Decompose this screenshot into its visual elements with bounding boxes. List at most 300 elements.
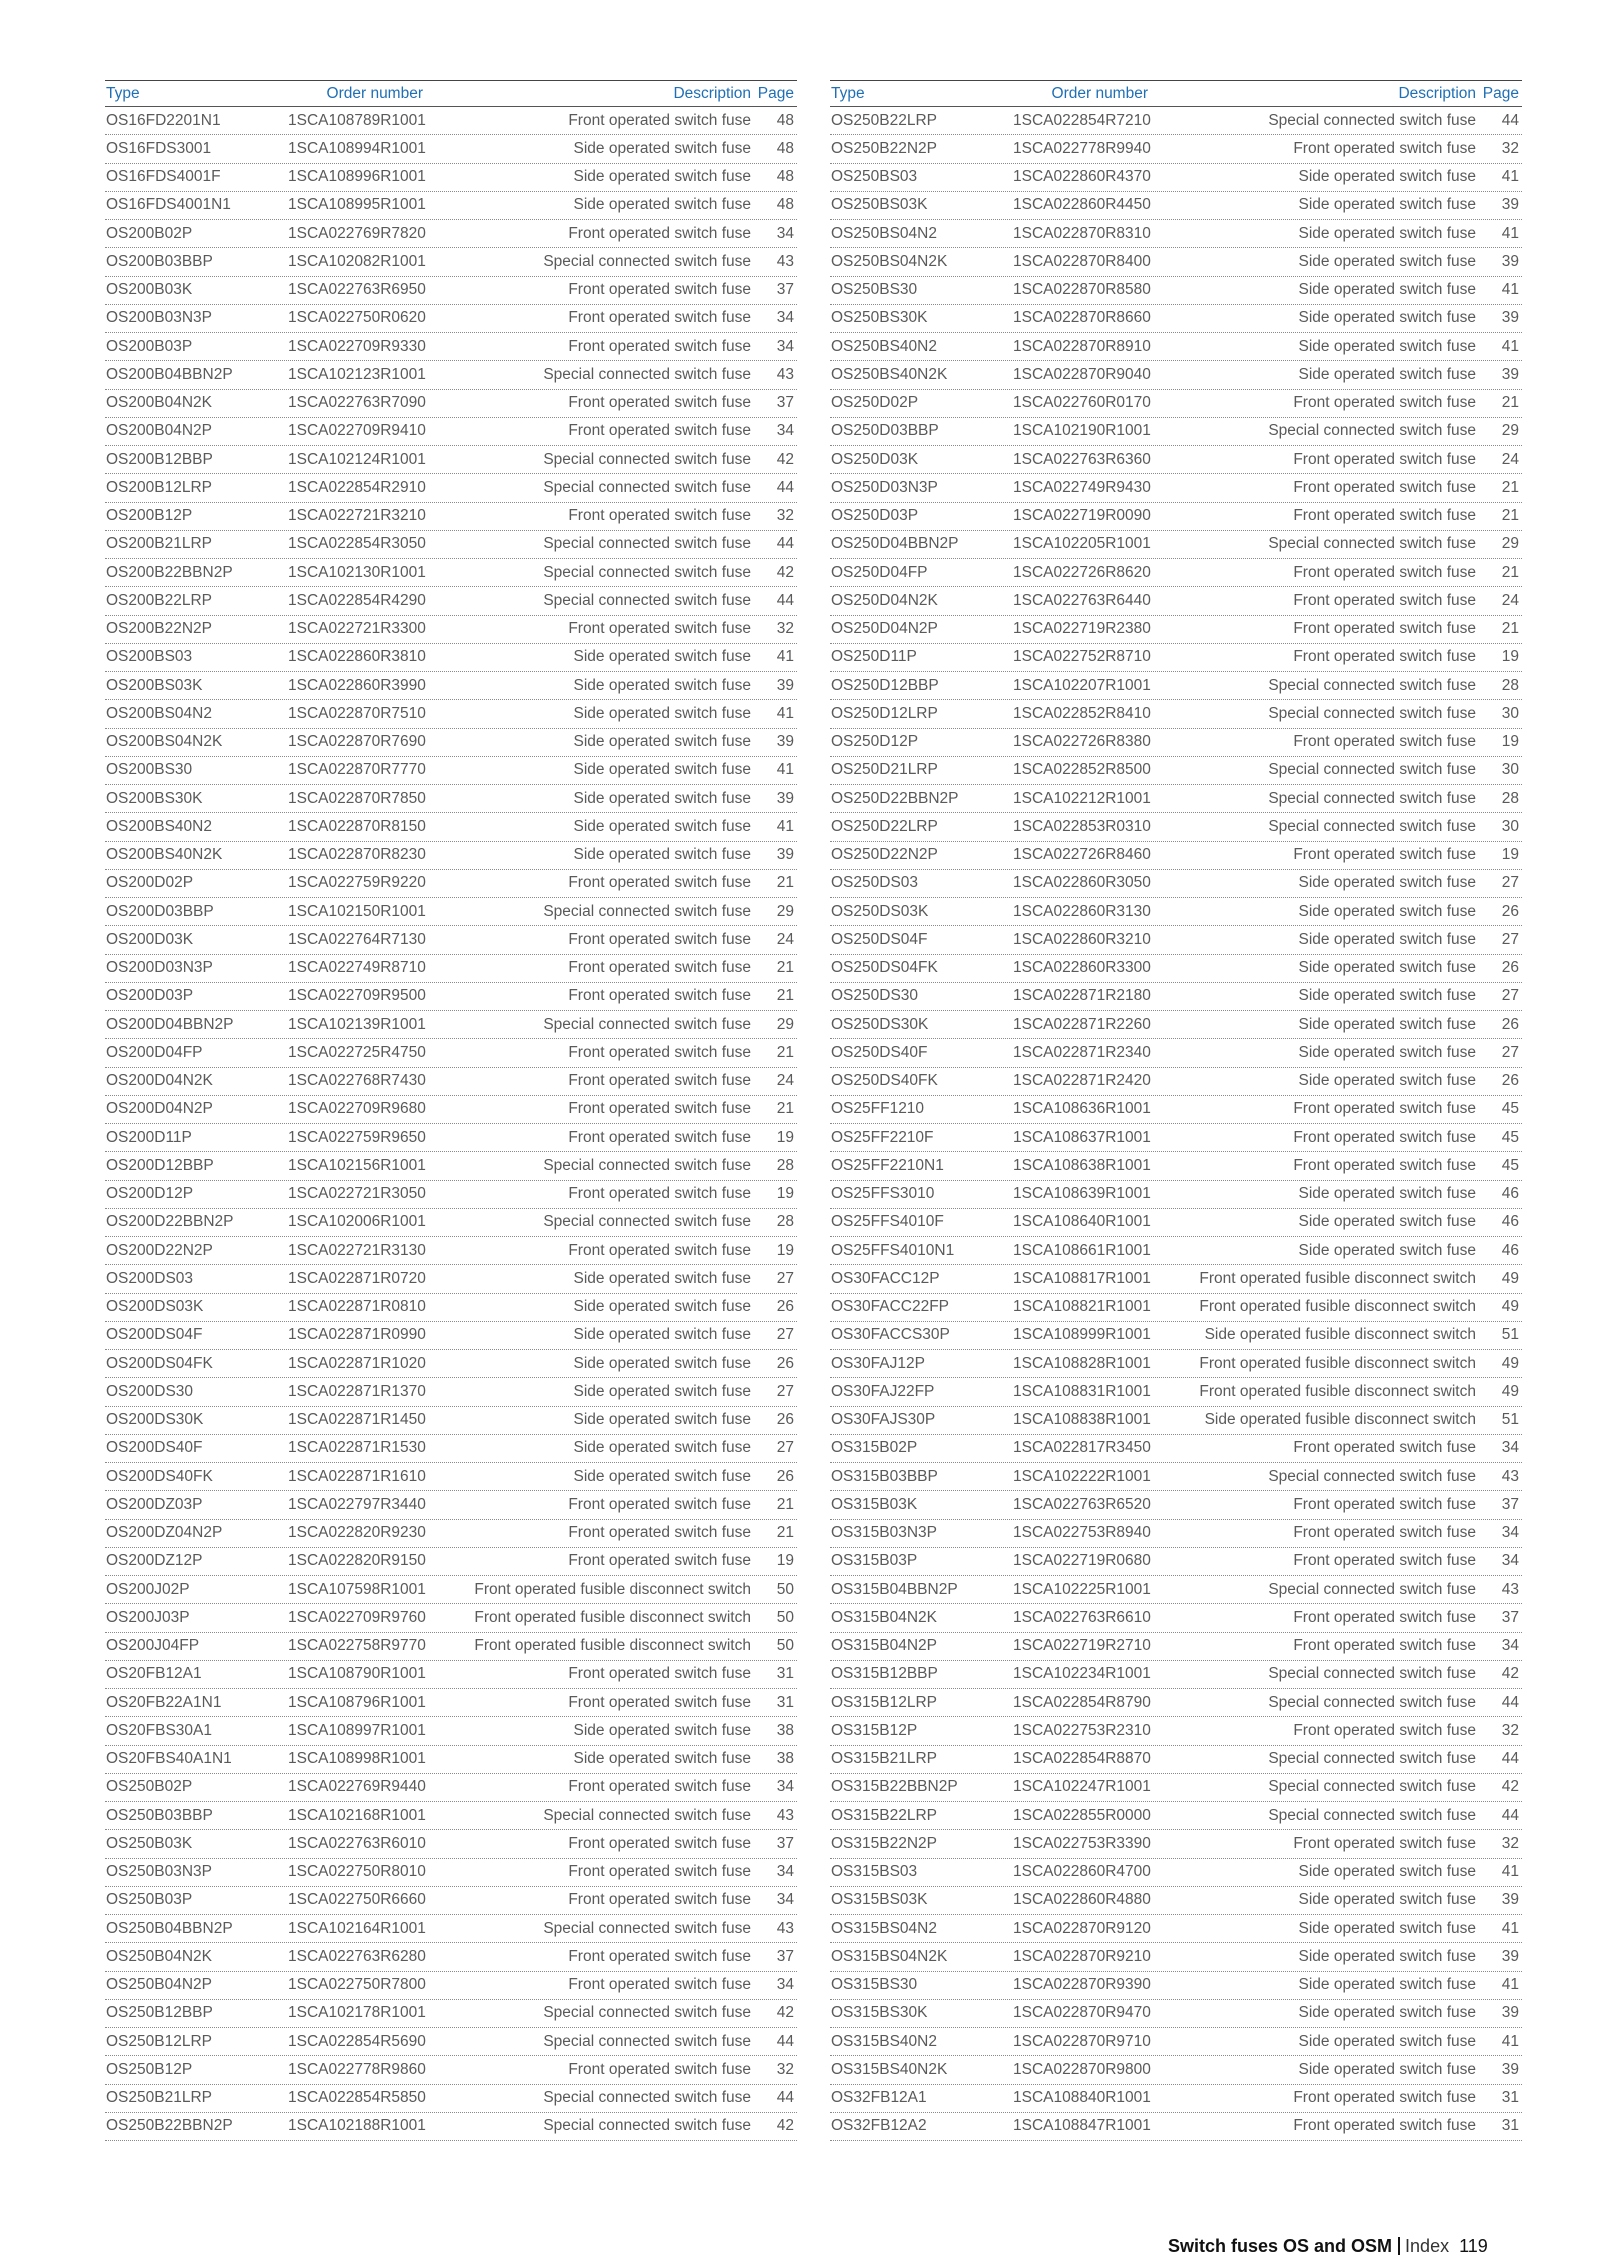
page-cell: 46: [1501, 1241, 1519, 1259]
order-number-cell: 1SCA102190R1001: [1013, 422, 1151, 440]
description-cell: Side operated switch fuse: [1298, 902, 1476, 920]
type-cell: OS250B12BBP: [106, 2004, 213, 2022]
order-number-cell: 1SCA108996R1001: [288, 168, 426, 186]
order-number-cell: 1SCA022817R3450: [1013, 1439, 1151, 1457]
type-cell: OS200D04FP: [106, 1043, 203, 1061]
table-row: [830, 672, 1522, 700]
page-cell: 24: [776, 930, 794, 948]
page-cell: 39: [1501, 309, 1519, 327]
type-cell: OS250DS03: [831, 874, 919, 892]
table-row: [105, 1237, 797, 1265]
order-number-cell: 1SCA022854R5850: [288, 2089, 426, 2107]
page-cell: 41: [776, 761, 794, 779]
type-cell: OS200B12BBP: [106, 450, 213, 468]
table-row: [830, 2085, 1522, 2113]
order-number-cell: 1SCA022759R9220: [288, 874, 426, 892]
page-cell: 34: [776, 224, 794, 242]
order-number-cell: 1SCA022725R4750: [288, 1043, 426, 1061]
type-cell: OS200B02P: [106, 224, 193, 242]
page-cell: 26: [1501, 902, 1519, 920]
table-row: [830, 1972, 1522, 2000]
table-row: [105, 1435, 797, 1463]
header-page: Page: [1482, 84, 1519, 102]
description-cell: Front operated switch fuse: [568, 1552, 751, 1570]
footer-title: Switch fuses OS and OSM: [1168, 2236, 1393, 2256]
description-cell: Side operated switch fuse: [573, 817, 751, 835]
order-number-cell: 1SCA022854R7210: [1013, 111, 1151, 129]
type-cell: OS315B02P: [831, 1439, 918, 1457]
type-cell: OS200B03P: [106, 337, 193, 355]
order-number-cell: 1SCA022763R6610: [1013, 1608, 1151, 1626]
type-cell: OS200J03P: [106, 1608, 190, 1626]
table-row: [830, 1520, 1522, 1548]
type-cell: OS250B03BBP: [106, 1806, 213, 1824]
description-cell: Special connected switch fuse: [543, 902, 751, 920]
page-cell: 37: [776, 281, 794, 299]
description-cell: Front operated switch fuse: [1293, 733, 1476, 751]
type-cell: OS250D04N2P: [831, 620, 938, 638]
order-number-cell: 1SCA022870R8150: [288, 817, 426, 835]
page-cell: 43: [776, 365, 794, 383]
order-number-cell: 1SCA108997R1001: [288, 1721, 426, 1739]
page-cell: 32: [1501, 1834, 1519, 1852]
type-cell: OS200D04BBN2P: [106, 1015, 234, 1033]
order-number-cell: 1SCA022763R6010: [288, 1834, 426, 1852]
order-number-cell: 1SCA022871R1020: [288, 1354, 426, 1372]
type-cell: OS250DS30: [831, 987, 919, 1005]
type-cell: OS250B12LRP: [106, 2032, 212, 2050]
order-number-cell: 1SCA022753R2310: [1013, 1721, 1151, 1739]
page-cell: 51: [1501, 1411, 1519, 1429]
type-cell: OS30FACCS30P: [831, 1326, 950, 1344]
type-cell: OS200D12P: [106, 1185, 194, 1203]
order-number-cell: 1SCA022749R8710: [288, 959, 426, 977]
order-number-cell: 1SCA022719R2380: [1013, 620, 1151, 638]
type-cell: OS250DS30K: [831, 1015, 929, 1033]
order-number-cell: 1SCA022750R8010: [288, 1863, 426, 1881]
order-number-cell: 1SCA022763R6360: [1013, 450, 1151, 468]
description-cell: Front operated switch fuse: [1293, 507, 1476, 525]
table-row: [105, 729, 797, 757]
type-cell: OS250BS03: [831, 168, 918, 186]
table-row: [830, 474, 1522, 502]
table-row: [105, 361, 797, 389]
order-number-cell: 1SCA022759R9650: [288, 1128, 426, 1146]
table-row: [105, 1124, 797, 1152]
order-number-cell: 1SCA108847R1001: [1013, 2117, 1151, 2135]
order-number-cell: 1SCA022870R9210: [1013, 1947, 1151, 1965]
type-cell: OS250D03BBP: [831, 422, 939, 440]
description-cell: Side operated switch fuse: [573, 676, 751, 694]
table-row: [830, 305, 1522, 333]
table-row: [105, 785, 797, 813]
page-cell: 21: [1501, 620, 1519, 638]
type-cell: OS200DZ03P: [106, 1495, 203, 1513]
type-cell: OS200D03K: [106, 930, 194, 948]
description-cell: Front operated switch fuse: [568, 111, 751, 129]
description-cell: Front operated switch fuse: [1293, 563, 1476, 581]
order-number-cell: 1SCA108998R1001: [288, 1750, 426, 1768]
order-number-cell: 1SCA108638R1001: [1013, 1156, 1151, 1174]
type-cell: OS200BS03: [106, 648, 193, 666]
type-cell: OS200B22N2P: [106, 620, 212, 638]
table-row: [105, 1943, 797, 1971]
description-cell: Side operated switch fuse: [1298, 365, 1476, 383]
table-row: [105, 390, 797, 418]
type-cell: OS16FDS3001: [106, 139, 212, 157]
description-cell: Front operated switch fuse: [1293, 591, 1476, 609]
type-cell: OS250BS30K: [831, 309, 928, 327]
page-cell: 27: [776, 1439, 794, 1457]
description-cell: Side operated switch fuse: [1298, 2060, 1476, 2078]
table-row: [830, 192, 1522, 220]
table-row: [830, 1463, 1522, 1491]
type-cell: OS250DS40FK: [831, 1072, 938, 1090]
table-row: [830, 503, 1522, 531]
page-cell: 50: [776, 1580, 794, 1598]
page-cell: 32: [776, 507, 794, 525]
order-number-cell: 1SCA022760R0170: [1013, 394, 1151, 412]
table-row: [105, 2028, 797, 2056]
type-cell: OS250D21LRP: [831, 761, 938, 779]
page-cell: 27: [1501, 930, 1519, 948]
order-number-cell: 1SCA022854R8870: [1013, 1750, 1151, 1768]
description-cell: Side operated switch fuse: [573, 1354, 751, 1372]
page-cell: 51: [1501, 1326, 1519, 1344]
description-cell: Front operated switch fuse: [568, 1524, 751, 1542]
page-cell: 41: [1501, 224, 1519, 242]
description-cell: Special connected switch fuse: [543, 2032, 751, 2050]
table-row: [105, 1859, 797, 1887]
description-cell: Special connected switch fuse: [543, 1213, 751, 1231]
description-cell: Front operated fusible disconnect switch: [1199, 1298, 1476, 1316]
description-cell: Front operated switch fuse: [568, 1241, 751, 1259]
page-cell: 27: [776, 1382, 794, 1400]
page-cell: 27: [1501, 987, 1519, 1005]
order-number-cell: 1SCA022854R2910: [288, 478, 426, 496]
table-row: [105, 644, 797, 672]
table-row: [830, 1435, 1522, 1463]
type-cell: OS250D22BBN2P: [831, 789, 959, 807]
table-row: [105, 1407, 797, 1435]
page-cell: 27: [776, 1269, 794, 1287]
description-cell: Front operated switch fuse: [568, 1834, 751, 1852]
type-cell: OS200DZ04N2P: [106, 1524, 223, 1542]
description-cell: Special connected switch fuse: [1268, 704, 1476, 722]
table-row: [105, 1520, 797, 1548]
page-cell: 34: [776, 309, 794, 327]
order-number-cell: 1SCA022871R2420: [1013, 1072, 1151, 1090]
description-cell: Side operated switch fuse: [1298, 196, 1476, 214]
table-row: [105, 1830, 797, 1858]
type-cell: OS200BS03K: [106, 676, 203, 694]
page-cell: 31: [1501, 2089, 1519, 2107]
description-cell: Front operated switch fuse: [568, 620, 751, 638]
table-row: [105, 983, 797, 1011]
order-number-cell: 1SCA022763R6280: [288, 1947, 426, 1965]
order-number-cell: 1SCA102207R1001: [1013, 676, 1151, 694]
order-number-cell: 1SCA022719R2710: [1013, 1637, 1151, 1655]
page-cell: 34: [776, 1778, 794, 1796]
description-cell: Side operated switch fuse: [1298, 252, 1476, 270]
type-cell: OS32FB12A1: [831, 2089, 927, 2107]
table-row: [830, 616, 1522, 644]
description-cell: Front operated switch fuse: [1293, 1439, 1476, 1457]
description-cell: Special connected switch fuse: [1268, 422, 1476, 440]
description-cell: Side operated switch fuse: [1298, 874, 1476, 892]
order-number-cell: 1SCA022709R9760: [288, 1608, 426, 1626]
description-cell: Side operated switch fuse: [1298, 224, 1476, 242]
table-row: [105, 1802, 797, 1830]
description-cell: Side operated switch fuse: [1298, 1072, 1476, 1090]
page-cell: 30: [1501, 761, 1519, 779]
index-table-right: [830, 80, 1522, 2141]
description-cell: Front operated switch fuse: [568, 987, 751, 1005]
type-cell: OS250B03P: [106, 1891, 193, 1909]
table-row: [105, 192, 797, 220]
order-number-cell: 1SCA107598R1001: [288, 1580, 426, 1598]
page-cell: 41: [1501, 1919, 1519, 1937]
table-row: [105, 813, 797, 841]
order-number-cell: 1SCA102150R1001: [288, 902, 426, 920]
page-cell: 43: [776, 252, 794, 270]
order-number-cell: 1SCA022721R3130: [288, 1241, 426, 1259]
page-cell: 19: [776, 1241, 794, 1259]
order-number-cell: 1SCA102124R1001: [288, 450, 426, 468]
order-number-cell: 1SCA108828R1001: [1013, 1354, 1151, 1372]
type-cell: OS250D04FP: [831, 563, 928, 581]
type-cell: OS200B12LRP: [106, 478, 212, 496]
type-cell: OS200BS04N2K: [106, 733, 223, 751]
type-cell: OS315B03P: [831, 1552, 918, 1570]
page-cell: 37: [776, 394, 794, 412]
order-number-cell: 1SCA022769R9440: [288, 1778, 426, 1796]
description-cell: Side operated switch fuse: [1298, 1213, 1476, 1231]
order-number-cell: 1SCA022769R7820: [288, 224, 426, 242]
order-number-cell: 1SCA022860R4700: [1013, 1863, 1151, 1881]
type-cell: OS32FB12A2: [831, 2117, 927, 2135]
type-cell: OS200DS04FK: [106, 1354, 213, 1372]
page-cell: 45: [1501, 1156, 1519, 1174]
page-cell: 39: [1501, 365, 1519, 383]
page-cell: 21: [776, 987, 794, 1005]
table-row: [830, 785, 1522, 813]
type-cell: OS200BS40N2: [106, 817, 212, 835]
description-cell: Front operated switch fuse: [1293, 1524, 1476, 1542]
table-row: [105, 220, 797, 248]
order-number-cell: 1SCA022721R3300: [288, 620, 426, 638]
page-cell: 19: [776, 1185, 794, 1203]
order-number-cell: 1SCA102188R1001: [288, 2117, 426, 2135]
page-cell: 19: [776, 1552, 794, 1570]
order-number-cell: 1SCA022870R7690: [288, 733, 426, 751]
description-cell: Side operated fusible disconnect switch: [1204, 1411, 1476, 1429]
order-number-cell: 1SCA102222R1001: [1013, 1467, 1151, 1485]
table-row: [105, 1152, 797, 1180]
footer-separator: [1398, 2237, 1400, 2255]
description-cell: Side operated switch fuse: [573, 648, 751, 666]
table-row: [105, 1689, 797, 1717]
description-cell: Special connected switch fuse: [543, 1919, 751, 1937]
footer-section: Index: [1405, 2236, 1450, 2256]
header-page: Page: [757, 84, 794, 102]
description-cell: Side operated switch fuse: [1298, 959, 1476, 977]
table-row: [105, 1576, 797, 1604]
order-number-cell: 1SCA022860R3990: [288, 676, 426, 694]
description-cell: Side operated switch fuse: [1298, 337, 1476, 355]
order-number-cell: 1SCA022750R6660: [288, 1891, 426, 1909]
page-cell: 39: [776, 676, 794, 694]
page-cell: 44: [776, 591, 794, 609]
order-number-cell: 1SCA022870R8660: [1013, 309, 1151, 327]
description-cell: Front operated switch fuse: [568, 1185, 751, 1203]
page-cell: 26: [1501, 1072, 1519, 1090]
type-cell: OS315B22LRP: [831, 1806, 937, 1824]
type-cell: OS315B22N2P: [831, 1834, 937, 1852]
type-cell: OS250B21LRP: [106, 2089, 212, 2107]
order-number-cell: 1SCA108790R1001: [288, 1665, 426, 1683]
table-row: [830, 1774, 1522, 1802]
page-cell: 27: [1501, 1043, 1519, 1061]
page-cell: 44: [776, 2032, 794, 2050]
order-number-cell: 1SCA022709R9410: [288, 422, 426, 440]
table-row: [830, 1887, 1522, 1915]
order-number-cell: 1SCA022871R1370: [288, 1382, 426, 1400]
page-cell: 29: [1501, 422, 1519, 440]
description-cell: Side operated switch fuse: [573, 704, 751, 722]
page-cell: 48: [776, 111, 794, 129]
page-cell: 21: [1501, 563, 1519, 581]
page-cell: 31: [1501, 2117, 1519, 2135]
table-row: [830, 1717, 1522, 1745]
table-body: [105, 107, 797, 2141]
table-row: [105, 1068, 797, 1096]
description-cell: Front operated switch fuse: [568, 874, 751, 892]
type-cell: OS250B22N2P: [831, 139, 937, 157]
type-cell: OS200D12BBP: [106, 1156, 214, 1174]
table-row: [830, 700, 1522, 728]
table-row: [830, 1294, 1522, 1322]
description-cell: Front operated switch fuse: [568, 2060, 751, 2078]
description-cell: Front operated switch fuse: [568, 1778, 751, 1796]
type-cell: OS200D11P: [106, 1128, 192, 1146]
page-cell: 50: [776, 1637, 794, 1655]
table-row: [830, 813, 1522, 841]
table-row: [830, 1039, 1522, 1067]
table-row: [830, 107, 1522, 135]
type-cell: OS200BS30: [106, 761, 193, 779]
description-cell: Special connected switch fuse: [543, 478, 751, 496]
type-cell: OS20FBS40A1N1: [106, 1750, 232, 1768]
table-row: [105, 842, 797, 870]
order-number-cell: 1SCA108831R1001: [1013, 1382, 1151, 1400]
table-row: [830, 333, 1522, 361]
description-cell: Front operated fusible disconnect switch: [474, 1580, 751, 1598]
page-cell: 48: [776, 139, 794, 157]
order-number-cell: 1SCA022860R4450: [1013, 196, 1151, 214]
description-cell: Side operated switch fuse: [1298, 1043, 1476, 1061]
order-number-cell: 1SCA022750R7800: [288, 1976, 426, 1994]
description-cell: Side operated switch fuse: [1298, 1185, 1476, 1203]
page-cell: 41: [776, 817, 794, 835]
type-cell: OS16FD2201N1: [106, 111, 221, 129]
description-cell: Front operated switch fuse: [1293, 846, 1476, 864]
table-row: [830, 1633, 1522, 1661]
order-number-cell: 1SCA102082R1001: [288, 252, 426, 270]
page-cell: 42: [776, 563, 794, 581]
order-number-cell: 1SCA022870R9710: [1013, 2032, 1151, 2050]
table-header: [830, 81, 1522, 107]
description-cell: Special connected switch fuse: [543, 563, 751, 581]
description-cell: Side operated switch fuse: [573, 846, 751, 864]
page-cell: 39: [776, 733, 794, 751]
table-row: [830, 531, 1522, 559]
order-number-cell: 1SCA022871R1450: [288, 1411, 426, 1429]
type-cell: OS250D04N2K: [831, 591, 938, 609]
page-cell: 44: [776, 535, 794, 553]
type-cell: OS250BS40N2K: [831, 365, 948, 383]
order-number-cell: 1SCA102139R1001: [288, 1015, 426, 1033]
type-cell: OS30FACC12P: [831, 1269, 940, 1287]
page-cell: 29: [776, 902, 794, 920]
type-cell: OS200D03N3P: [106, 959, 213, 977]
table-row: [105, 757, 797, 785]
type-cell: OS25FF1210: [831, 1100, 925, 1118]
order-number-cell: 1SCA022860R4880: [1013, 1891, 1151, 1909]
table-row: [105, 2085, 797, 2113]
order-number-cell: 1SCA022820R9230: [288, 1524, 426, 1542]
type-cell: OS250DS03K: [831, 902, 929, 920]
description-cell: Front operated switch fuse: [568, 1863, 751, 1881]
table-row: [830, 277, 1522, 305]
order-number-cell: 1SCA022763R6950: [288, 281, 426, 299]
table-row: [105, 1746, 797, 1774]
description-cell: Side operated switch fuse: [1298, 1241, 1476, 1259]
order-number-cell: 1SCA022870R7510: [288, 704, 426, 722]
type-cell: OS200BS30K: [106, 789, 203, 807]
table-row: [105, 1209, 797, 1237]
page-cell: 29: [1501, 535, 1519, 553]
order-number-cell: 1SCA022763R6520: [1013, 1495, 1151, 1513]
description-cell: Front operated switch fuse: [568, 1665, 751, 1683]
description-cell: Front operated switch fuse: [568, 507, 751, 525]
table-row: [105, 1633, 797, 1661]
type-cell: OS200B04N2K: [106, 394, 212, 412]
description-cell: Front operated switch fuse: [1293, 139, 1476, 157]
type-cell: OS250BS04N2: [831, 224, 937, 242]
table-row: [830, 1181, 1522, 1209]
page-cell: 29: [776, 1015, 794, 1033]
type-cell: OS200D22BBN2P: [106, 1213, 234, 1231]
type-cell: OS200D04N2K: [106, 1072, 213, 1090]
type-cell: OS250B04N2K: [106, 1947, 212, 1965]
table-row: [105, 2056, 797, 2084]
description-cell: Front operated switch fuse: [568, 394, 751, 412]
page-cell: 31: [776, 1665, 794, 1683]
type-cell: OS250D04BBN2P: [831, 535, 959, 553]
table-row: [105, 672, 797, 700]
page-cell: 21: [776, 1043, 794, 1061]
description-cell: Front operated fusible disconnect switch: [474, 1608, 751, 1626]
table-row: [105, 1548, 797, 1576]
type-cell: OS250D03N3P: [831, 478, 938, 496]
description-cell: Side operated switch fuse: [573, 1269, 751, 1287]
description-cell: Front operated switch fuse: [568, 1043, 751, 1061]
table-row: [105, 1096, 797, 1124]
type-cell: OS25FFS3010: [831, 1185, 935, 1203]
page-cell: 24: [1501, 450, 1519, 468]
order-number-cell: 1SCA022871R2260: [1013, 1015, 1151, 1033]
